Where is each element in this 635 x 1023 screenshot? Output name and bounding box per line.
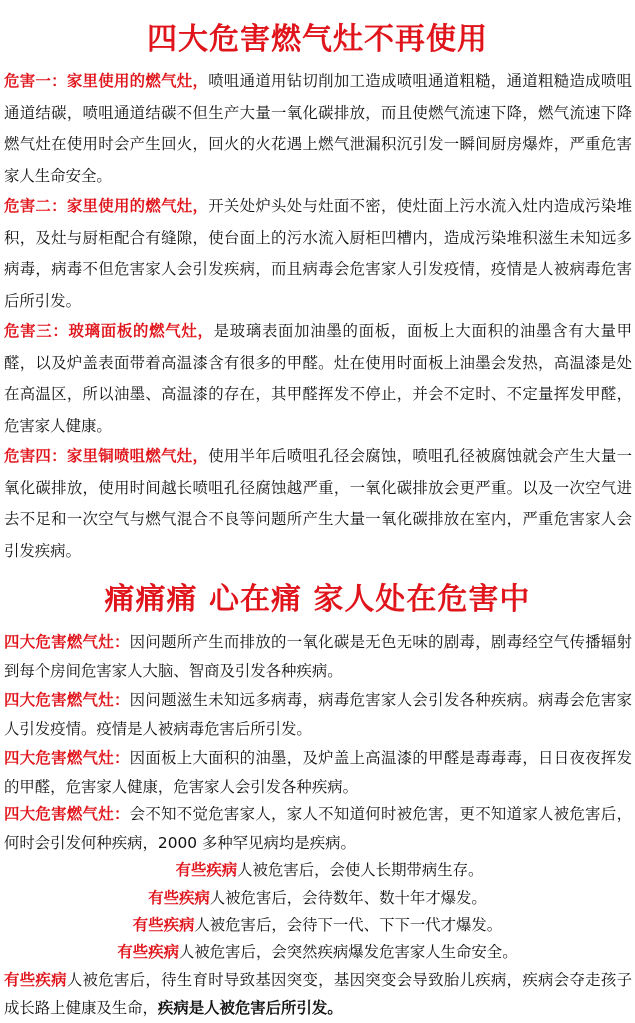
hazard-label: 危害三：玻璃面板的燃气灶， [4,322,214,340]
disease-line-3 [0,911,635,939]
hazard-label: 危害四：家里铜喷咀燃气灶， [4,447,209,465]
hazard-paragraph-1 [4,66,632,192]
disease-text: 人被危害后，待生育时导致基因突变，基因突变会导致胎儿疾病，疾病会夺走孩子成长路上健康及生命， [4,971,632,1017]
disease-line-1 [0,856,635,884]
disease-label: 有些疾病 [132,916,195,934]
stove-text: 因面板上大面积的油墨，及炉盖上高温漆的甲醛是毒毒毒，日日夜夜挥发的甲醛，危害家人健康，危害家人会引发各种疾病。 [4,749,632,796]
hazard-text: 喷咀通道用钻切削加工造成喷咀通道粗糙，通道粗糙造成喷咀通道结碳，喷咀通道结碳不但生产大量一氧化碳排放，而且使燃气流速下降，燃气流速下降燃气灶在使用时会产生回火，回火的火花遇上燃气泄漏积沉引发一瞬间厨房爆炸，严重危害家人生命安全。 [4,72,632,185]
hazard-paragraph-4 [4,441,632,567]
disease-text: 人被危害后，会待下一代、下下一代才爆发。 [194,916,503,934]
section-title: 痛痛痛 心在痛 家人处在危害中 [104,582,531,617]
disease-label: 有些疾病 [4,971,67,989]
disease-emphasis: 疾病是人被危害后所引发。 [157,999,343,1017]
stove-danger-paragraph-1 [4,628,632,686]
stove-label: 四大危害燃气灶： [4,805,130,823]
page-title: 四大危害燃气灶不再使用 [147,22,488,57]
disease-label: 有些疾病 [117,943,179,961]
hazard-text: 开关处炉头处与灶面不密，使灶面上污水流入灶内造成污染堆积，及灶与厨柜配合有缝隙，使台面上的污水流入厨柜凹槽内，造成污染堆积滋生未知远多病毒，病毒不但危害家人会引发疾病，而且病毒会危害家人引发疫情，疫情是人被病毒危害后所引发。 [4,197,632,310]
disease-line-4 [0,938,635,966]
hazard-paragraph-3 [4,316,632,442]
hazard-text: 是玻璃表面加油墨的面板，面板上大面积的油墨含有大量甲醛，以及炉盖表面带着高温漆含有很多的甲醛。灶在使用时面板上油墨会发热，高温漆是处在高温区，所以油墨、高温漆的存在，其甲醛挥发不停止，并会不定时、不定量挥发甲醛，危害家人健康。 [4,322,632,435]
stove-danger-paragraph-4 [4,800,632,858]
hazard-paragraph-2 [4,191,632,317]
disease-final-paragraph [4,966,632,1022]
stove-label: 四大危害燃气灶： [4,691,130,709]
stove-text: 因问题所产生而排放的一氧化碳是无色无味的剧毒，剧毒经空气传播辐射到每个房间危害家人大脑、智商及引发各种疾病。 [4,633,632,680]
stove-danger-paragraph-3 [4,744,632,802]
stove-danger-paragraph-2 [4,686,632,744]
hazard-label: 危害一：家里使用的燃气灶， [4,72,209,90]
disease-text: 人被危害后，会待数年、数十年才爆发。 [209,889,487,907]
stove-text: 会不知不觉危害家人，家人不知道何时被危害，更不知道家人被危害后，何时会引发何种疾病，2000 多种罕见病均是疾病。 [4,805,632,852]
stove-label: 四大危害燃气灶： [4,633,130,651]
disease-label: 有些疾病 [148,889,210,907]
disease-label: 有些疾病 [175,861,238,879]
hazard-text: 使用半年后喷咀孔径会腐蚀，喷咀孔径被腐蚀就会产生大量一氧化碳排放，使用时间越长喷咀孔径腐蚀越严重，一氧化碳排放会更严重。以及一次空气进去不足和一次空气与燃气混合不良等问题所产生大量一氧化碳排放在室内，严重危害家人会引发疾病。 [4,447,632,560]
disease-line-2 [0,884,635,912]
disease-text: 人被危害后，会使人长期带病生存。 [237,861,484,879]
stove-text: 因问题滋生未知远多病毒，病毒危害家人会引发各种疾病。病毒会危害家人引发疫情。疫情是人被病毒危害后所引发。 [4,691,632,738]
stove-label: 四大危害燃气灶： [4,749,130,767]
disease-text: 人被危害后，会突然疾病爆发危害家人生命安全。 [178,943,518,961]
hazard-label: 危害二：家里使用的燃气灶， [4,197,209,215]
